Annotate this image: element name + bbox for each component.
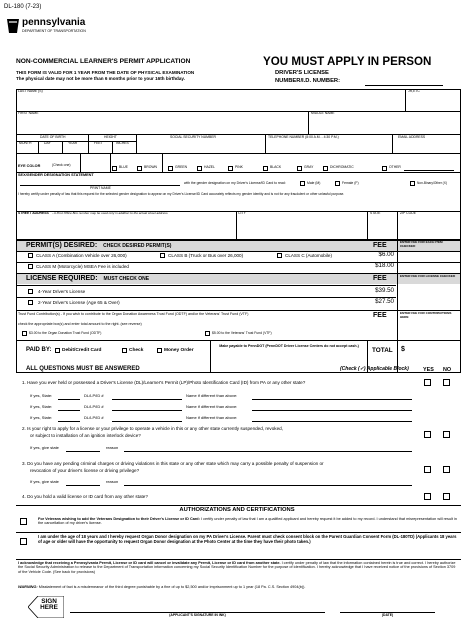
license-heading	[26, 275, 149, 283]
gender-certify: I hereby certify under penalty of law that this request for the selected gender designation to appear on my Driver's License/ID Card accurately reflects my gender identity and is not for any fraudulent or other unlawful purpose.	[18, 192, 345, 196]
q1-yes-checkbox[interactable]	[424, 379, 431, 386]
q2-yes-checkbox[interactable]	[424, 431, 431, 438]
eye-pink-checkbox[interactable]	[228, 166, 233, 171]
trust-fee-note: ENTER FEE FOR CONTRIBUTIONS HERE	[400, 311, 452, 319]
eye-other-checkbox[interactable]	[382, 166, 387, 171]
auth-heading: AUTHORIZATIONS AND CERTIFICATIONS	[179, 507, 295, 513]
eye-brown-label: BROWN	[144, 165, 157, 169]
license-fee-label: FEE	[373, 275, 387, 282]
ssn-label: SOCIAL SECURITY NUMBER	[170, 135, 216, 139]
eye-green-label: GREEN	[175, 165, 188, 169]
license-4yr-label: 4-Year Driver's License	[38, 289, 86, 294]
q1-row2-name: Name if different than above:	[186, 404, 238, 409]
check-checkbox[interactable]	[122, 348, 127, 353]
q2-reason: reason	[106, 445, 119, 450]
question-2b: or subject to installation of an ignition interlock device?	[30, 433, 141, 438]
gender-female-checkbox[interactable]	[335, 181, 340, 186]
q1-row2-dl: DL/LP/ID #	[84, 404, 104, 409]
yes-header: YES	[423, 367, 434, 373]
gender-nonbinary-label: Non-Binary/Other (X)	[417, 181, 447, 185]
question-3b: revocation of your driver's license or driving privilege?	[30, 468, 140, 473]
q1-row3-state: If yes, State:	[30, 415, 53, 420]
sex-gender-label: SEX/GENDER DESIGNATION STATEMENT	[18, 173, 94, 177]
eye-blue-checkbox[interactable]	[112, 166, 117, 171]
trust-text-2: check the appropriate box(s) and enter total amount to the right. (see reverse)	[18, 322, 142, 326]
dob-label: DATE OF BIRTH	[40, 135, 66, 139]
height-label: HEIGHT	[104, 135, 117, 139]
class-b-label: CLASS B (Truck or Bus over 26,000)	[168, 253, 244, 258]
jr-etc-label: JR,ETC	[408, 89, 420, 93]
permits-fee-note: ENTER FEE FOR EACH ITEM CHECKED	[400, 240, 443, 248]
eye-green-checkbox[interactable]	[168, 166, 173, 171]
questions-check-note: (Check (✓) Applicable Block)	[340, 366, 409, 372]
gender-nonbinary-checkbox[interactable]	[410, 181, 415, 186]
q2-give-state: If yes, give state	[30, 445, 59, 450]
city-label: CITY	[238, 211, 246, 215]
q1-row1-name: Name if different than above:	[186, 393, 238, 398]
total-field[interactable]	[408, 343, 458, 370]
gender-male-label: Male (M)	[307, 181, 321, 185]
q4-no-checkbox[interactable]	[443, 493, 450, 500]
odtf-checkbox[interactable]	[22, 331, 27, 336]
eye-gray-checkbox[interactable]	[297, 166, 302, 171]
license-heading-text: LICENSE REQUIRED:	[26, 275, 98, 282]
month-label: MONTH	[19, 141, 32, 145]
class-m-fee: $18.00	[375, 262, 394, 269]
ack-bold: I acknowledge that receiving a Pennsylvania Permit, License or ID card will cancel or invalidate any Permit, License or ID card from another state.	[18, 561, 281, 565]
trust-text-1: Trust Fund Contribution(s) - If you wish to contribute to the Organ Donation Awareness Trust Fund (ODTF) and/or the Veterans' Trust Fund (VTF)	[18, 312, 249, 316]
q1-row1-state: If yes, State:	[30, 393, 53, 398]
keystone-logo-icon	[6, 18, 20, 34]
gender-female-label: Female (F)	[342, 181, 359, 185]
state-label: STATE	[370, 211, 381, 215]
form-code: DL-180 (7-23)	[4, 4, 42, 10]
first-name-label: FIRST NAME	[18, 111, 39, 115]
valid-line-1: THIS FORM IS VALID FOR 1 YEAR FROM THE DATE OF PHYSICAL EXAMINATION	[16, 70, 195, 75]
q1-no-checkbox[interactable]	[443, 379, 450, 386]
questions-heading: ALL QUESTIONS MUST BE ANSWERED	[26, 366, 140, 372]
class-c-checkbox[interactable]	[277, 253, 282, 258]
dl-number-label: NUMBER/I.D. NUMBER:	[275, 78, 341, 84]
veterans-body: I certify under penalty of law that I am a qualified applicant and hereby request it be added to my record. I understand that misrepresentation will result in the cancellation of my driver's license.	[38, 517, 457, 526]
q1-row3-name: Name if different than above:	[186, 415, 238, 420]
inches-label: INCHES	[116, 141, 129, 145]
permits-fee-label: FEE	[373, 242, 387, 249]
payment-note: Make payable to PennDOT (PennDOT Driver License Centers do not accept cash.)	[219, 344, 359, 348]
veterans-checkbox[interactable]	[20, 518, 27, 525]
acknowledgement-text	[18, 561, 458, 574]
license-4yr-checkbox[interactable]	[28, 289, 33, 294]
question-4: 4. Do you hold a valid license or ID card from any other state?	[22, 494, 148, 499]
license-fee-note: ENTER FEE FOR LICENSE CHECKED	[400, 274, 456, 278]
question-1: 1. Have you ever held or possessed a Driver's License (DL)/Learner's Permit (LP)/Photo Identification Card (ID) from PA or any other state?	[22, 380, 306, 385]
dl-number-line[interactable]	[365, 85, 443, 86]
eye-pink-label: PINK	[235, 165, 243, 169]
street-label: STREET ADDRESS	[18, 211, 49, 215]
vtf-label: $5.00 to the Veterans' Trust Fund (VTF)	[212, 331, 272, 335]
trust-fee-label: FEE	[373, 312, 387, 319]
print-name-label: PRINT NAME	[90, 186, 111, 190]
veterans-bold: For Veterans wishing to add the Veterans Designation to their Driver's License or ID Card:	[38, 517, 200, 521]
class-abc-fee: $6.00	[378, 251, 394, 258]
no-header: NO	[443, 367, 452, 373]
q1-row1-dl: DL/LP/ID #	[84, 393, 104, 398]
class-m-checkbox[interactable]	[28, 264, 33, 269]
debit-checkbox[interactable]	[55, 348, 60, 353]
license-heading-sub: MUST CHECK ONE	[103, 276, 150, 282]
zip-label: ZIP CODE	[400, 211, 416, 215]
vtf-checkbox[interactable]	[205, 331, 210, 336]
first-name-field[interactable]	[18, 117, 306, 132]
organ-donor-checkbox[interactable]	[20, 538, 27, 545]
sign-here-label: SIGN HERE	[40, 598, 58, 612]
q1-row2-state: If yes, State:	[30, 404, 53, 409]
signature-label: (APPLICANT'S SIGNATURE IN INK)	[169, 613, 226, 617]
date-label: (DATE)	[381, 613, 394, 617]
eye-dichromatic-label: DICHROMATIC	[330, 165, 354, 169]
street-note: - A Post Office Box number may be used only in addition to the actual street address.	[52, 211, 169, 215]
valid-line-2: The physical date may not be more than 6 months prior to your 16th birthday.	[16, 76, 185, 81]
license-2yr-fee: $27.50	[375, 298, 394, 305]
eye-check-one: (Check one)	[52, 163, 71, 167]
check-label: Check	[129, 348, 144, 353]
year-label: YEAR	[68, 141, 78, 145]
money-order-label: Money Order	[164, 348, 194, 353]
middle-name-label: MIDDLE NAME	[311, 111, 335, 115]
q4-yes-checkbox[interactable]	[424, 493, 431, 500]
form-title: NON-COMMERCIAL LEARNER'S PERMIT APPLICATION	[16, 58, 191, 65]
eye-black-label: BLACK	[270, 165, 282, 169]
q3-no-checkbox[interactable]	[443, 466, 450, 473]
class-a-checkbox[interactable]	[28, 253, 33, 258]
eye-brown-checkbox[interactable]	[137, 166, 142, 171]
class-a-label: CLASS A (Combination Vehicle over 26,000)	[36, 253, 127, 258]
paid-by-label: PAID BY:	[26, 347, 52, 353]
class-m-label: CLASS M (Motorcycle) MSEA Fee is included	[36, 264, 129, 269]
permits-heading-sub: CHECK DESIRED PERMIT(S)	[103, 243, 172, 249]
eye-color-label: EYE COLOR	[18, 164, 41, 168]
warning-text	[18, 585, 458, 589]
email-label: EMAIL ADDRESS	[398, 135, 426, 139]
eye-hazel-checkbox[interactable]	[197, 166, 202, 171]
agency-sub: DEPARTMENT OF TRANSPORTATION	[22, 29, 86, 33]
q3-yes-checkbox[interactable]	[424, 466, 431, 473]
permits-heading	[26, 242, 171, 250]
eye-dichromatic-checkbox[interactable]	[323, 166, 328, 171]
telephone-label: TELEPHONE NUMBER (8:00 A.M. - 4:30 P.M.)	[268, 135, 339, 139]
dl-label: DRIVER'S LICENSE	[275, 70, 329, 76]
gender-male-checkbox[interactable]	[300, 181, 305, 186]
total-dollar: $	[401, 346, 405, 353]
signature-field[interactable]	[70, 598, 325, 612]
q2-no-checkbox[interactable]	[443, 431, 450, 438]
permits-heading-text: PERMIT(S) DESIRED:	[26, 242, 98, 249]
eye-hazel-label: HAZEL	[204, 165, 215, 169]
gender-statement: with the gender designation on my Driver's License/ID Card to read:	[184, 181, 286, 185]
q3-reason: reason	[106, 479, 119, 484]
city-field[interactable]	[238, 218, 365, 238]
last-name-field[interactable]	[18, 95, 403, 110]
street-field[interactable]	[18, 218, 234, 238]
total-label: TOTAL	[372, 347, 393, 354]
last-name-label: LAST NAME (S)	[18, 89, 43, 93]
warning-body: Misstatement of fact is a misdemeanor of the third degree punishable by a fine of up to $2,500 and/or imprisonment up to 1 year (18 Pa. C.S. Section 4904(b)).	[38, 585, 306, 589]
license-2yr-label: 2-Year Driver's License (Age 65 & Over)	[38, 300, 120, 305]
veterans-text	[38, 517, 458, 526]
question-2a: 2. Is your right to apply for a license or your privilege to operate a vehicle in this or any other state currently suspended, revoked,	[22, 426, 283, 431]
ack-body: I certify under penalty of law that the information contained herein is true and correct. I hereby authorize the Social Security Administration to release to the Department of Transportation information concerning my Social Security Identification Number for the purpose of identification. I hereby acknowledge that I have received notice of the provisions of Section 3709 of the Vehicle Code. (See back for provisions)	[18, 561, 456, 574]
q3-give-state: If yes, give state	[30, 479, 59, 484]
eye-blue-label: BLUE	[119, 165, 128, 169]
class-c-label: CLASS C (Automobile)	[285, 253, 332, 258]
money-order-checkbox[interactable]	[157, 348, 162, 353]
debit-label: Debit/Credit Card	[62, 348, 102, 353]
eye-black-checkbox[interactable]	[263, 166, 268, 171]
banner-apply-in-person: YOU MUST APPLY IN PERSON	[263, 55, 432, 68]
eye-other-label: OTHER	[389, 165, 401, 169]
feet-label: FEET	[94, 141, 103, 145]
license-2yr-checkbox[interactable]	[28, 300, 33, 305]
odtf-label: $3.00 to the Organ Donation Trust Fund (ODTF)	[29, 331, 102, 335]
warning-label: WARNING:	[18, 585, 38, 589]
question-3a: 3. Do you have any pending criminal charges or driving violations in this state or any other state which may carry a possible penalty of suspension or	[22, 461, 324, 466]
date-field[interactable]	[340, 598, 435, 612]
day-label: DAY	[44, 141, 51, 145]
eye-gray-label: GRAY	[304, 165, 314, 169]
q1-row3-dl: DL/LP/ID #	[84, 415, 104, 420]
license-4yr-fee: $39.50	[375, 287, 394, 294]
class-b-checkbox[interactable]	[160, 253, 165, 258]
organ-donor-text: I am under the age of 18 years and I hereby request Organ Donor designation on my PA Driver's License. Parent must check consent block on the Parent Guardian Consent Form (DL-180TD) (Applicants 18 years of age or older will have the opportunity to request Organ Donor designation at the Photo Center at the time they have their photo taken.)	[38, 534, 457, 544]
agency-name: pennsylvania	[22, 17, 86, 28]
